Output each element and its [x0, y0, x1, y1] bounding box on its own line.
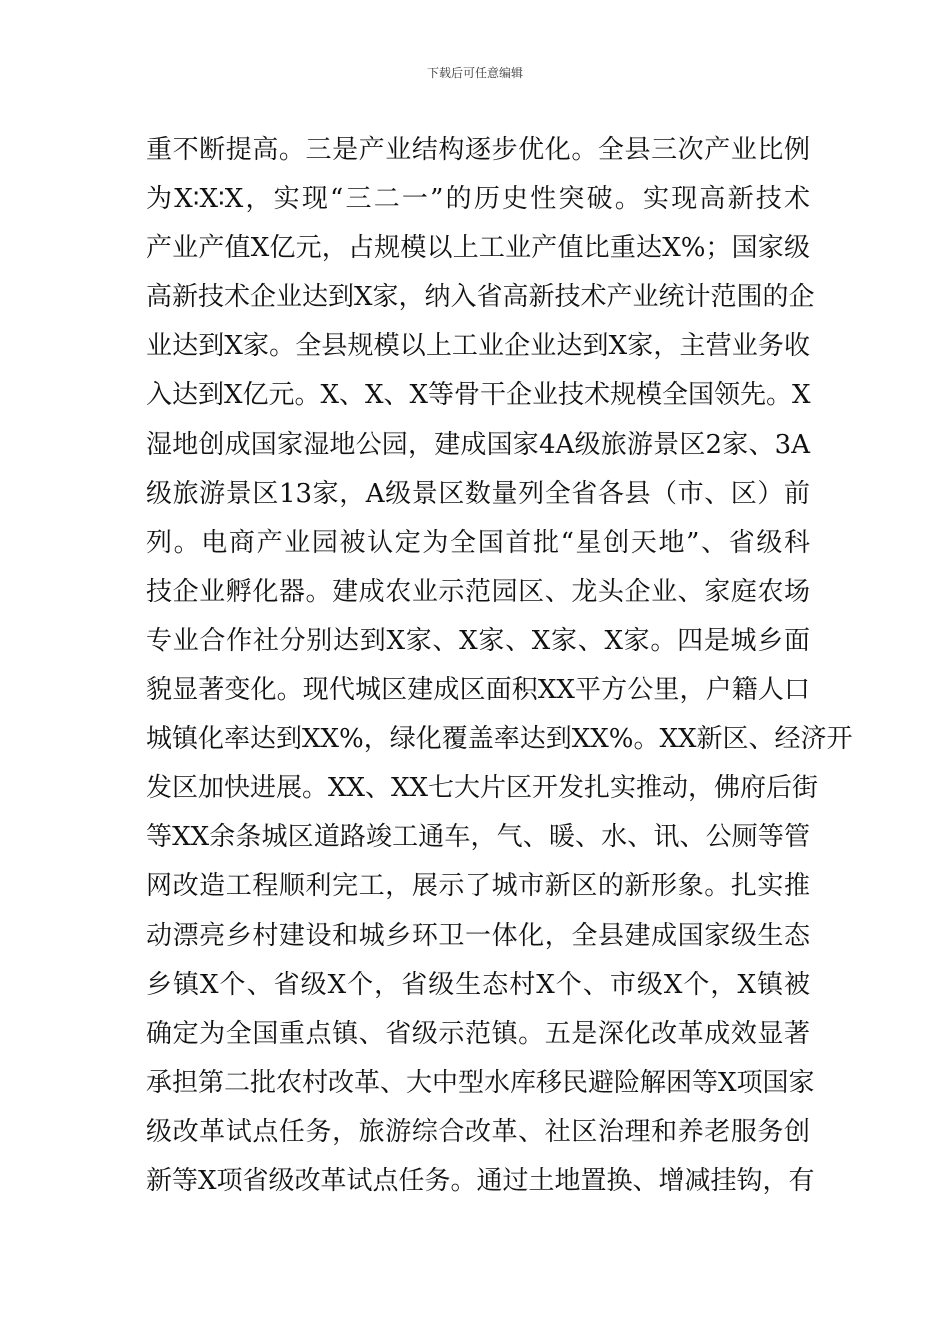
text-line: 列。电商产业园被认定为全国首批“星创天地”、省级科: [146, 527, 810, 558]
text-line: 高新技术企业达到X家，纳入省高新技术产业统计范围的企: [146, 282, 815, 313]
text-line: 确定为全国重点镇、省级示范镇。五是深化改革成效显著: [146, 1018, 810, 1049]
text-line: 级旅游景区13家，A级景区数量列全省各县（市、区）前: [146, 478, 810, 509]
text-line: 为X∶X∶X，实现“三二一”的历史性突破。实现高新技术: [146, 184, 810, 215]
text-line: 新等X项省级改革试点任务。通过土地置换、增减挂钩，有: [146, 1165, 815, 1196]
text-line: 级改革试点任务，旅游综合改革、社区治理和养老服务创: [146, 1116, 810, 1147]
body-paragraph: [146, 126, 853, 1206]
text-line: 专业合作社分别达到X家、X家、X家、X家。四是城乡面: [146, 625, 810, 656]
text-line: 发区加快进展。XX、XX七大片区开发扎实推动，佛府后街: [146, 773, 819, 804]
text-line: 产业产值X亿元，占规模以上工业产值比重达X%；国家级: [146, 233, 810, 264]
text-line: 技企业孵化器。建成农业示范园区、龙头企业、家庭农场: [146, 576, 810, 607]
text-line: 乡镇X个、省级X个，省级生态村X个、市级X个，X镇被: [146, 969, 810, 1000]
page-header: 下载后可任意编辑: [426, 66, 523, 80]
text-line: 貌显著变化。现代城区建成区面积XX平方公里，户籍人口: [146, 675, 810, 706]
text-line: 网改造工程顺利完工，展示了城市新区的新形象。扎实推: [146, 871, 810, 902]
text-line: 业达到X家。全县规模以上工业企业达到X家，主营业务收: [146, 331, 810, 362]
text-line: 动漂亮乡村建设和城乡环卫一体化，全县建成国家级生态: [146, 920, 810, 951]
text-line: 等XX余条城区道路竣工通车，气、暖、水、讯、公厕等管: [146, 822, 810, 853]
text-line: 承担第二批农村改革、大中型水库移民避险解困等X项国家: [146, 1067, 815, 1098]
text-line: 湿地创成国家湿地公园，建成国家4A级旅游景区2家、3A: [146, 429, 810, 460]
text-line: 入达到X亿元。X、X、X等骨干企业技术规模全国领先。X: [146, 380, 811, 411]
text-line: 城镇化率达到XX%，绿化覆盖率达到XX%。XX新区、经济开: [146, 724, 853, 755]
text-line: 重不断提高。三是产业结构逐步优化。全县三次产业比例: [146, 135, 810, 165]
